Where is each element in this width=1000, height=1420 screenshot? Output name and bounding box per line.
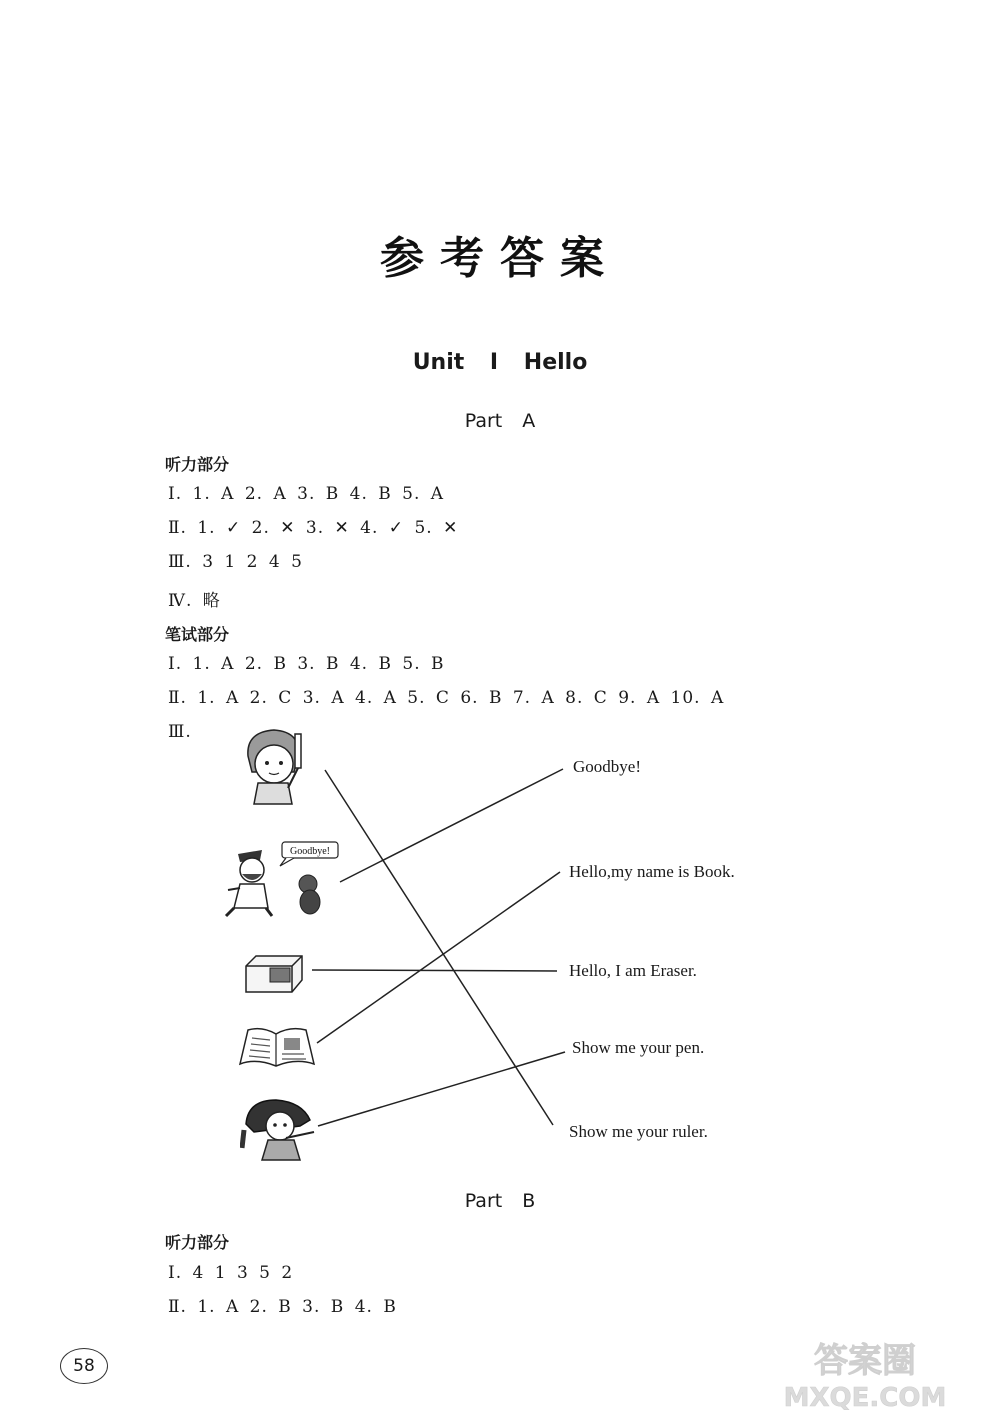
part-a-listening-line-2: Ⅱ. 1. ✓ 2. ✕ 3. ✕ 4. ✓ 5. ✕ (168, 518, 459, 538)
match-sentence-goodbye: Goodbye! (573, 757, 641, 776)
part-b-listening-label: 听力部分 (165, 1233, 230, 1252)
part-a-listening-line-4: Ⅳ. 略 (168, 591, 221, 611)
svg-text:答案圈: 答案圈 (814, 1341, 916, 1381)
part-a-listening-line-3: Ⅲ. 3 1 2 4 5 (168, 552, 303, 572)
part-b-heading: Part B (464, 1190, 536, 1212)
speech-bubble-text: Goodbye! (290, 846, 330, 857)
part-a-listening-label: 听力部分 (165, 455, 230, 474)
line-eraser-match (312, 970, 557, 971)
line-ruler-match (325, 770, 553, 1125)
match-sentence-eraser: Hello, I am Eraser. (569, 961, 697, 980)
part-a-written-line-2: Ⅱ. 1. A 2. C 3. A 4. A 5. C 6. B 7. A 8. C 9. A 10. A (168, 688, 725, 708)
svg-text:MXQE.COM: MXQE.COM (783, 1383, 947, 1413)
line-goodbye-match (340, 769, 563, 882)
match-sentence-ruler: Show me your ruler. (569, 1122, 708, 1141)
page-title: 参考答案 (380, 233, 620, 284)
part-b-listening-line-2: Ⅱ. 1. A 2. B 3. B 4. B (168, 1297, 397, 1317)
match-sentence-book: Hello,my name is Book. (569, 862, 735, 881)
part-a-written-line-3: Ⅲ. (168, 722, 192, 742)
site-watermark (745, 1336, 985, 1416)
part-a-heading: Part A (464, 410, 536, 432)
part-b-listening-line-1: Ⅰ. 4 1 3 5 2 (168, 1263, 294, 1283)
line-pen-match (318, 1052, 565, 1126)
match-sentence-pen: Show me your pen. (572, 1038, 705, 1057)
part-a-written-label: 笔试部分 (165, 625, 230, 644)
line-book-match (317, 872, 560, 1043)
unit-title: Unit Ⅰ Hello (412, 350, 588, 375)
page-number: 58 (60, 1348, 108, 1384)
part-a-listening-line-1: Ⅰ. 1. A 2. A 3. B 4. B 5. A (168, 484, 445, 504)
part-a-written-line-1: Ⅰ. 1. A 2. B 3. B 4. B 5. B (168, 654, 445, 674)
